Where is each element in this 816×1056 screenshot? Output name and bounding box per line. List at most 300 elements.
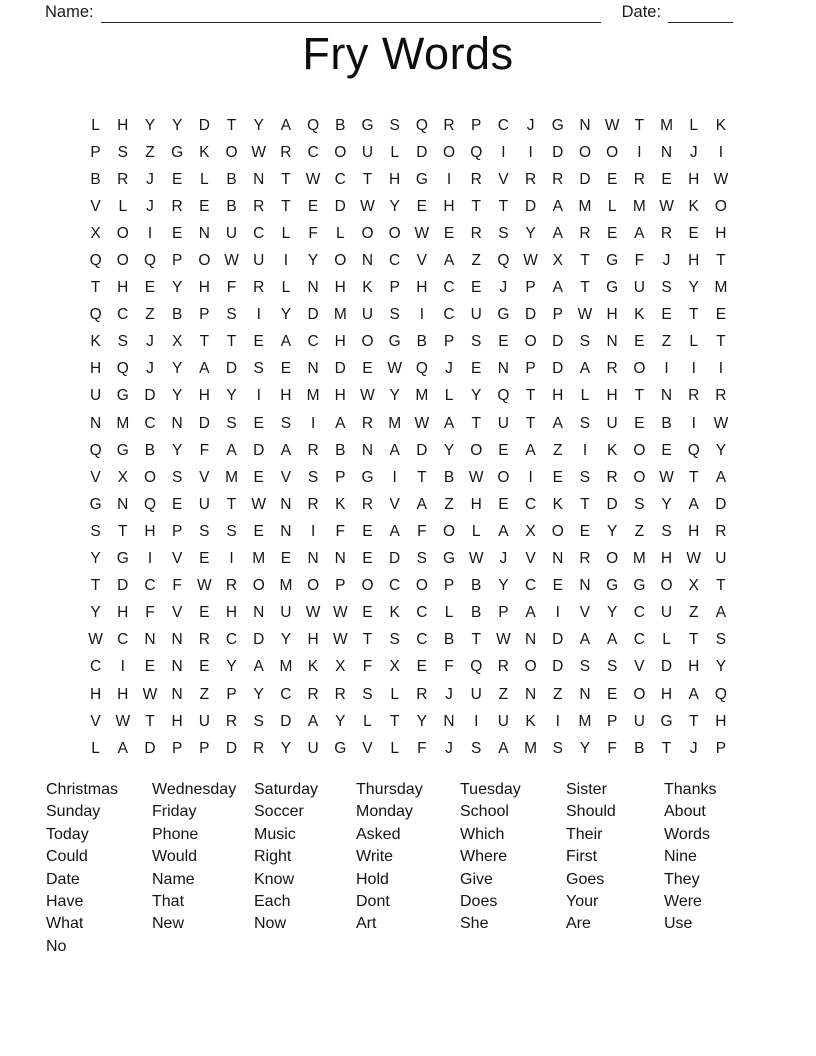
grid-cell: W bbox=[713, 414, 729, 432]
grid-cell: O bbox=[361, 224, 374, 242]
word-list-item: Christmas bbox=[46, 781, 119, 798]
grid-cell: F bbox=[417, 739, 427, 757]
grid-cell: R bbox=[117, 170, 129, 188]
word-list-item: Phone bbox=[152, 825, 199, 843]
grid-cell: H bbox=[307, 631, 319, 649]
grid-cell: I bbox=[392, 468, 397, 486]
grid-cell: N bbox=[606, 333, 618, 351]
grid-cell: Z bbox=[145, 306, 155, 324]
grid-cell: C bbox=[443, 279, 455, 297]
grid-cell: D bbox=[715, 495, 727, 513]
grid-cell: W bbox=[604, 116, 620, 134]
grid-cell: L bbox=[91, 739, 100, 757]
grid-cell: A bbox=[226, 441, 237, 459]
grid-cell: G bbox=[497, 306, 510, 324]
grid-cell: G bbox=[334, 739, 347, 757]
grid-cell: D bbox=[606, 495, 618, 513]
grid-cell: C bbox=[416, 604, 428, 622]
grid-cell: Y bbox=[606, 522, 618, 540]
grid-cell: A bbox=[498, 522, 509, 540]
grid-cell: U bbox=[198, 495, 210, 513]
grid-cell: M bbox=[578, 197, 592, 215]
grid-cell: T bbox=[471, 197, 481, 215]
grid-cell: U bbox=[198, 712, 210, 730]
grid-cell: B bbox=[661, 414, 672, 432]
grid-cell: Z bbox=[199, 685, 210, 703]
grid-cell: T bbox=[226, 333, 237, 351]
grid-cell: C bbox=[144, 577, 156, 595]
grid-cell: X bbox=[552, 252, 563, 270]
grid-cell: C bbox=[334, 170, 346, 188]
grid-cell: Y bbox=[389, 387, 400, 405]
grid-cell: K bbox=[389, 604, 400, 622]
grid-cell: T bbox=[199, 333, 210, 351]
grid-cell: A bbox=[443, 414, 455, 432]
grid-cell: A bbox=[606, 631, 618, 649]
grid-cell: J bbox=[146, 170, 154, 188]
grid-cell: R bbox=[171, 197, 183, 215]
grid-cell: N bbox=[361, 252, 374, 270]
grid-cell: K bbox=[715, 116, 727, 134]
grid-cell: T bbox=[281, 170, 291, 188]
grid-cell: X bbox=[389, 658, 400, 676]
grid-cell: P bbox=[171, 739, 183, 757]
grid-cell: A bbox=[280, 116, 292, 134]
grid-cell: U bbox=[497, 414, 509, 432]
grid-cell: E bbox=[416, 197, 428, 215]
grid-cell: D bbox=[307, 306, 319, 324]
grid-cell: S bbox=[606, 658, 618, 676]
grid-cell: V bbox=[389, 495, 400, 513]
grid-cell: P bbox=[525, 360, 536, 378]
grid-cell: Z bbox=[145, 143, 155, 161]
grid-cell: J bbox=[445, 739, 453, 757]
grid-cell: N bbox=[579, 577, 591, 595]
grid-cell: Y bbox=[471, 387, 482, 405]
grid-cell: O bbox=[334, 143, 347, 161]
grid-cell: Q bbox=[415, 360, 428, 378]
grid-cell: H bbox=[334, 279, 346, 297]
grid-cell: E bbox=[552, 468, 563, 486]
grid-cell: E bbox=[253, 468, 264, 486]
page-title: Fry Words bbox=[302, 28, 514, 79]
grid-cell: M bbox=[632, 197, 646, 215]
word-list-item: Could bbox=[46, 848, 88, 866]
grid-cell: A bbox=[280, 333, 292, 351]
grid-cell: G bbox=[171, 143, 184, 161]
grid-cell: R bbox=[715, 387, 727, 405]
grid-cell: H bbox=[606, 306, 618, 324]
date-blank-line bbox=[668, 2, 733, 23]
grid-cell: W bbox=[142, 685, 158, 703]
grid-cell: M bbox=[632, 550, 646, 568]
grid-cell: S bbox=[389, 116, 400, 134]
grid-cell: U bbox=[497, 712, 509, 730]
grid-cell: W bbox=[713, 170, 729, 188]
grid-cell: A bbox=[688, 685, 699, 703]
grid-cell: Y bbox=[171, 116, 183, 134]
grid-cell: W bbox=[115, 712, 131, 730]
grid-cell: U bbox=[633, 279, 645, 297]
grid-cell: L bbox=[689, 333, 699, 351]
grid-cell: J bbox=[499, 550, 508, 568]
grid-cell: E bbox=[362, 550, 373, 568]
grid-cell: U bbox=[470, 306, 482, 324]
word-list bbox=[46, 779, 716, 958]
grid-cell: Y bbox=[525, 224, 536, 242]
grid-cell: N bbox=[171, 631, 183, 649]
grid-cell: Y bbox=[144, 116, 156, 134]
grid-cell: S bbox=[226, 306, 237, 324]
grid-cell: R bbox=[497, 658, 509, 676]
grid-cell: Z bbox=[498, 685, 509, 703]
grid-cell: Z bbox=[661, 333, 672, 351]
word-list-item: Sunday bbox=[46, 803, 101, 821]
grid-cell: O bbox=[143, 468, 156, 486]
grid-cell: S bbox=[253, 360, 264, 378]
grid-cell: R bbox=[470, 170, 482, 188]
grid-cell: U bbox=[307, 739, 319, 757]
grid-cell: J bbox=[445, 685, 453, 703]
grid-cell: S bbox=[389, 631, 400, 649]
grid-cell: G bbox=[116, 441, 129, 459]
grid-cell: W bbox=[468, 550, 484, 568]
grid-cell: Y bbox=[307, 252, 319, 270]
grid-cell: T bbox=[716, 333, 726, 351]
grid-cell: A bbox=[443, 252, 455, 270]
grid-cell: N bbox=[497, 360, 509, 378]
grid-cell: L bbox=[390, 739, 399, 757]
word-list-item: Use bbox=[664, 915, 693, 933]
grid-cell: A bbox=[552, 197, 563, 215]
grid-cell: Y bbox=[579, 739, 591, 757]
grid-cell: A bbox=[253, 658, 264, 676]
grid-cell: J bbox=[146, 333, 154, 351]
grid-cell: E bbox=[199, 658, 210, 676]
grid-cell: S bbox=[579, 658, 591, 676]
word-list-item: Their bbox=[566, 825, 603, 843]
grid-cell: R bbox=[416, 685, 428, 703]
word-list-item: About bbox=[664, 803, 706, 821]
worksheet-header bbox=[45, 2, 737, 23]
grid-cell: T bbox=[688, 712, 699, 730]
grid-cell: X bbox=[117, 468, 128, 486]
grid-cell: I bbox=[718, 360, 724, 378]
word-list-item: Have bbox=[46, 893, 84, 911]
grid-cell: I bbox=[718, 143, 724, 161]
grid-cell: Y bbox=[171, 279, 183, 297]
grid-cell: T bbox=[634, 387, 645, 405]
grid-cell: C bbox=[633, 631, 645, 649]
grid-cell: E bbox=[688, 224, 699, 242]
grid-cell: S bbox=[199, 522, 210, 540]
grid-cell: C bbox=[443, 306, 455, 324]
grid-cell: C bbox=[225, 631, 238, 649]
grid-cell: R bbox=[280, 143, 292, 161]
grid-cell: S bbox=[579, 414, 591, 432]
grid-cell: D bbox=[225, 739, 238, 757]
grid-cell: E bbox=[144, 658, 156, 676]
grid-cell: H bbox=[117, 604, 129, 622]
grid-cell: M bbox=[279, 577, 293, 595]
grid-cell: J bbox=[146, 360, 154, 378]
grid-cell: O bbox=[415, 577, 428, 595]
grid-cell: C bbox=[389, 252, 401, 270]
grid-cell: H bbox=[715, 224, 727, 242]
grid-cell: W bbox=[360, 387, 375, 405]
grid-cell: W bbox=[88, 631, 103, 649]
grid-cell: H bbox=[117, 116, 129, 134]
grid-cell: L bbox=[91, 116, 100, 134]
grid-cell: L bbox=[607, 197, 617, 215]
word-list-item: Words bbox=[664, 825, 710, 843]
grid-cell: C bbox=[89, 658, 102, 676]
grid-cell: W bbox=[360, 197, 375, 215]
grid-cell: T bbox=[417, 468, 427, 486]
grid-cell: O bbox=[633, 441, 646, 459]
grid-cell: A bbox=[307, 712, 319, 730]
grid-cell: H bbox=[117, 279, 129, 297]
grid-cell: T bbox=[525, 387, 536, 405]
grid-cell: G bbox=[116, 387, 129, 405]
grid-cell: U bbox=[253, 252, 265, 270]
grid-cell: E bbox=[606, 170, 618, 188]
grid-cell: N bbox=[307, 360, 319, 378]
grid-cell: O bbox=[497, 468, 510, 486]
grid-cell: W bbox=[251, 495, 267, 513]
grid-cell: A bbox=[525, 604, 536, 622]
grid-cell: F bbox=[145, 604, 155, 622]
grid-cell: V bbox=[362, 739, 373, 757]
grid-cell: M bbox=[660, 116, 673, 134]
grid-cell: P bbox=[552, 306, 563, 324]
word-list-item: Tuesday bbox=[460, 781, 521, 798]
grid-cell: Y bbox=[606, 604, 618, 622]
grid-cell: K bbox=[525, 712, 536, 730]
grid-cell: Q bbox=[143, 252, 156, 270]
word-list-item: School bbox=[460, 803, 509, 821]
grid-cell: G bbox=[361, 468, 374, 486]
grid-cell: W bbox=[332, 604, 348, 622]
grid-cell: B bbox=[171, 306, 183, 324]
grid-cell: T bbox=[688, 631, 699, 649]
name-blank-line bbox=[101, 2, 601, 23]
grid-cell: P bbox=[606, 712, 618, 730]
grid-cell: O bbox=[116, 252, 129, 270]
grid-cell: Z bbox=[553, 685, 563, 703]
grid-cell: T bbox=[580, 279, 590, 297]
grid-cell: H bbox=[688, 658, 700, 676]
word-list-item: Know bbox=[254, 870, 295, 888]
word-list-item: Sister bbox=[566, 781, 607, 798]
word-list-item: Goes bbox=[566, 870, 605, 888]
grid-cell: S bbox=[498, 224, 509, 242]
grid-cell: C bbox=[416, 631, 428, 649]
grid-cell: N bbox=[253, 170, 265, 188]
grid-cell: K bbox=[90, 333, 101, 351]
grid-cell: P bbox=[226, 685, 237, 703]
word-list-item: Would bbox=[152, 848, 198, 866]
grid-cell: K bbox=[362, 279, 373, 297]
grid-cell: N bbox=[443, 712, 455, 730]
name-label: Name: bbox=[45, 3, 94, 21]
grid-cell: L bbox=[390, 143, 399, 161]
grid-cell: G bbox=[388, 333, 401, 351]
grid-cell: U bbox=[606, 414, 618, 432]
grid-cell: U bbox=[633, 712, 645, 730]
grid-cell: H bbox=[688, 252, 700, 270]
word-list-item: Each bbox=[254, 893, 291, 911]
grid-cell: B bbox=[335, 116, 346, 134]
grid-cell: U bbox=[89, 387, 102, 405]
grid-cell: F bbox=[172, 577, 182, 595]
grid-cell: E bbox=[661, 306, 672, 324]
grid-cell: L bbox=[281, 224, 291, 242]
grid-cell: Y bbox=[171, 360, 183, 378]
grid-cell: M bbox=[252, 550, 266, 568]
grid-cell: Y bbox=[280, 631, 292, 649]
word-list-item: Asked bbox=[356, 825, 401, 843]
grid-cell: T bbox=[471, 631, 481, 649]
grid-cell: C bbox=[497, 116, 509, 134]
grid-cell: E bbox=[253, 522, 264, 540]
grid-cell: A bbox=[199, 360, 210, 378]
grid-cell: O bbox=[334, 252, 347, 270]
grid-cell: S bbox=[90, 522, 101, 540]
grid-cell: R bbox=[660, 224, 673, 242]
grid-cell: E bbox=[144, 279, 156, 297]
word-list-item: Art bbox=[356, 915, 377, 933]
grid-cell: O bbox=[198, 252, 211, 270]
grid-cell: S bbox=[226, 522, 237, 540]
grid-cell: X bbox=[525, 522, 536, 540]
grid-cell: T bbox=[525, 414, 536, 432]
grid-cell: G bbox=[116, 550, 129, 568]
grid-cell: T bbox=[362, 631, 373, 649]
grid-cell: J bbox=[146, 197, 154, 215]
grid-cell: Q bbox=[116, 360, 129, 378]
grid-cell: E bbox=[661, 170, 672, 188]
grid-cell: D bbox=[334, 197, 346, 215]
grid-cell: L bbox=[444, 604, 454, 622]
grid-cell: V bbox=[579, 604, 591, 622]
grid-cell: N bbox=[524, 685, 537, 703]
word-list-item: Music bbox=[254, 825, 296, 843]
grid-cell: S bbox=[389, 306, 400, 324]
grid-cell: Q bbox=[470, 658, 483, 676]
word-list-item: Wednesday bbox=[152, 781, 237, 798]
grid-cell: N bbox=[524, 631, 537, 649]
grid-cell: O bbox=[633, 685, 646, 703]
grid-cell: H bbox=[443, 197, 455, 215]
grid-cell: B bbox=[443, 631, 455, 649]
grid-cell: M bbox=[524, 739, 538, 757]
grid-cell: I bbox=[256, 306, 261, 324]
grid-cell: D bbox=[198, 414, 210, 432]
grid-cell: W bbox=[496, 631, 511, 649]
grid-cell: E bbox=[416, 658, 428, 676]
grid-cell: M bbox=[714, 279, 728, 297]
word-list-column bbox=[460, 779, 566, 936]
grid-cell: E bbox=[171, 170, 183, 188]
grid-cell: P bbox=[471, 116, 482, 134]
grid-cell: E bbox=[552, 577, 563, 595]
grid-cell: G bbox=[660, 712, 673, 730]
grid-cell: K bbox=[335, 495, 346, 513]
grid-cell: I bbox=[256, 387, 261, 405]
grid-cell: W bbox=[305, 170, 321, 188]
grid-cell: D bbox=[334, 360, 346, 378]
grid-cell: A bbox=[389, 441, 400, 459]
grid-cell: A bbox=[715, 468, 727, 486]
grid-cell: Q bbox=[89, 252, 102, 270]
grid-cell: N bbox=[253, 604, 265, 622]
grid-cell: K bbox=[606, 441, 618, 459]
grid-cell: U bbox=[715, 550, 727, 568]
word-list-column bbox=[566, 779, 664, 936]
grid-cell: P bbox=[335, 468, 346, 486]
grid-cell: N bbox=[280, 522, 292, 540]
grid-cell: C bbox=[307, 143, 319, 161]
grid-cell: I bbox=[528, 468, 533, 486]
grid-cell: E bbox=[498, 333, 509, 351]
grid-cell: I bbox=[120, 658, 125, 676]
grid-cell: V bbox=[280, 468, 292, 486]
grid-cell: J bbox=[689, 143, 698, 161]
grid-cell: L bbox=[335, 224, 345, 242]
grid-cell: E bbox=[498, 441, 509, 459]
grid-cell: E bbox=[171, 495, 183, 513]
grid-cell: C bbox=[524, 577, 537, 595]
grid-cell: Q bbox=[143, 495, 156, 513]
grid-cell: D bbox=[524, 306, 537, 324]
grid-cell: Q bbox=[89, 306, 102, 324]
grid-cell: Y bbox=[280, 306, 292, 324]
grid-cell: S bbox=[416, 550, 428, 568]
grid-cell: A bbox=[634, 224, 645, 242]
grid-cell: V bbox=[90, 468, 101, 486]
grid-cell: T bbox=[661, 739, 672, 757]
grid-cell: R bbox=[715, 522, 727, 540]
grid-cell: W bbox=[414, 414, 430, 432]
word-list-item: Your bbox=[566, 893, 599, 911]
grid-cell: E bbox=[471, 360, 482, 378]
grid-cell: O bbox=[606, 143, 619, 161]
grid-cell: B bbox=[416, 333, 428, 351]
grid-cell: S bbox=[715, 631, 727, 649]
grid-cell: Y bbox=[253, 685, 264, 703]
grid-cell: M bbox=[116, 414, 130, 432]
grid-cell: G bbox=[606, 279, 619, 297]
grid-cell: D bbox=[117, 577, 129, 595]
grid-cell: R bbox=[307, 441, 319, 459]
grid-cell: F bbox=[335, 522, 346, 540]
grid-cell: S bbox=[579, 468, 591, 486]
grid-cell: K bbox=[688, 197, 699, 215]
grid-cell: J bbox=[445, 360, 453, 378]
grid-cell: L bbox=[689, 116, 699, 134]
word-list-column bbox=[254, 779, 356, 936]
grid-cell: R bbox=[579, 550, 591, 568]
grid-cell: Y bbox=[443, 441, 455, 459]
grid-cell: U bbox=[660, 604, 673, 622]
grid-cell: L bbox=[200, 170, 209, 188]
grid-cell: P bbox=[171, 252, 183, 270]
grid-cell: T bbox=[716, 252, 726, 270]
grid-cell: F bbox=[199, 441, 210, 459]
grid-cell: O bbox=[116, 224, 129, 242]
grid-cell: Y bbox=[226, 658, 237, 676]
